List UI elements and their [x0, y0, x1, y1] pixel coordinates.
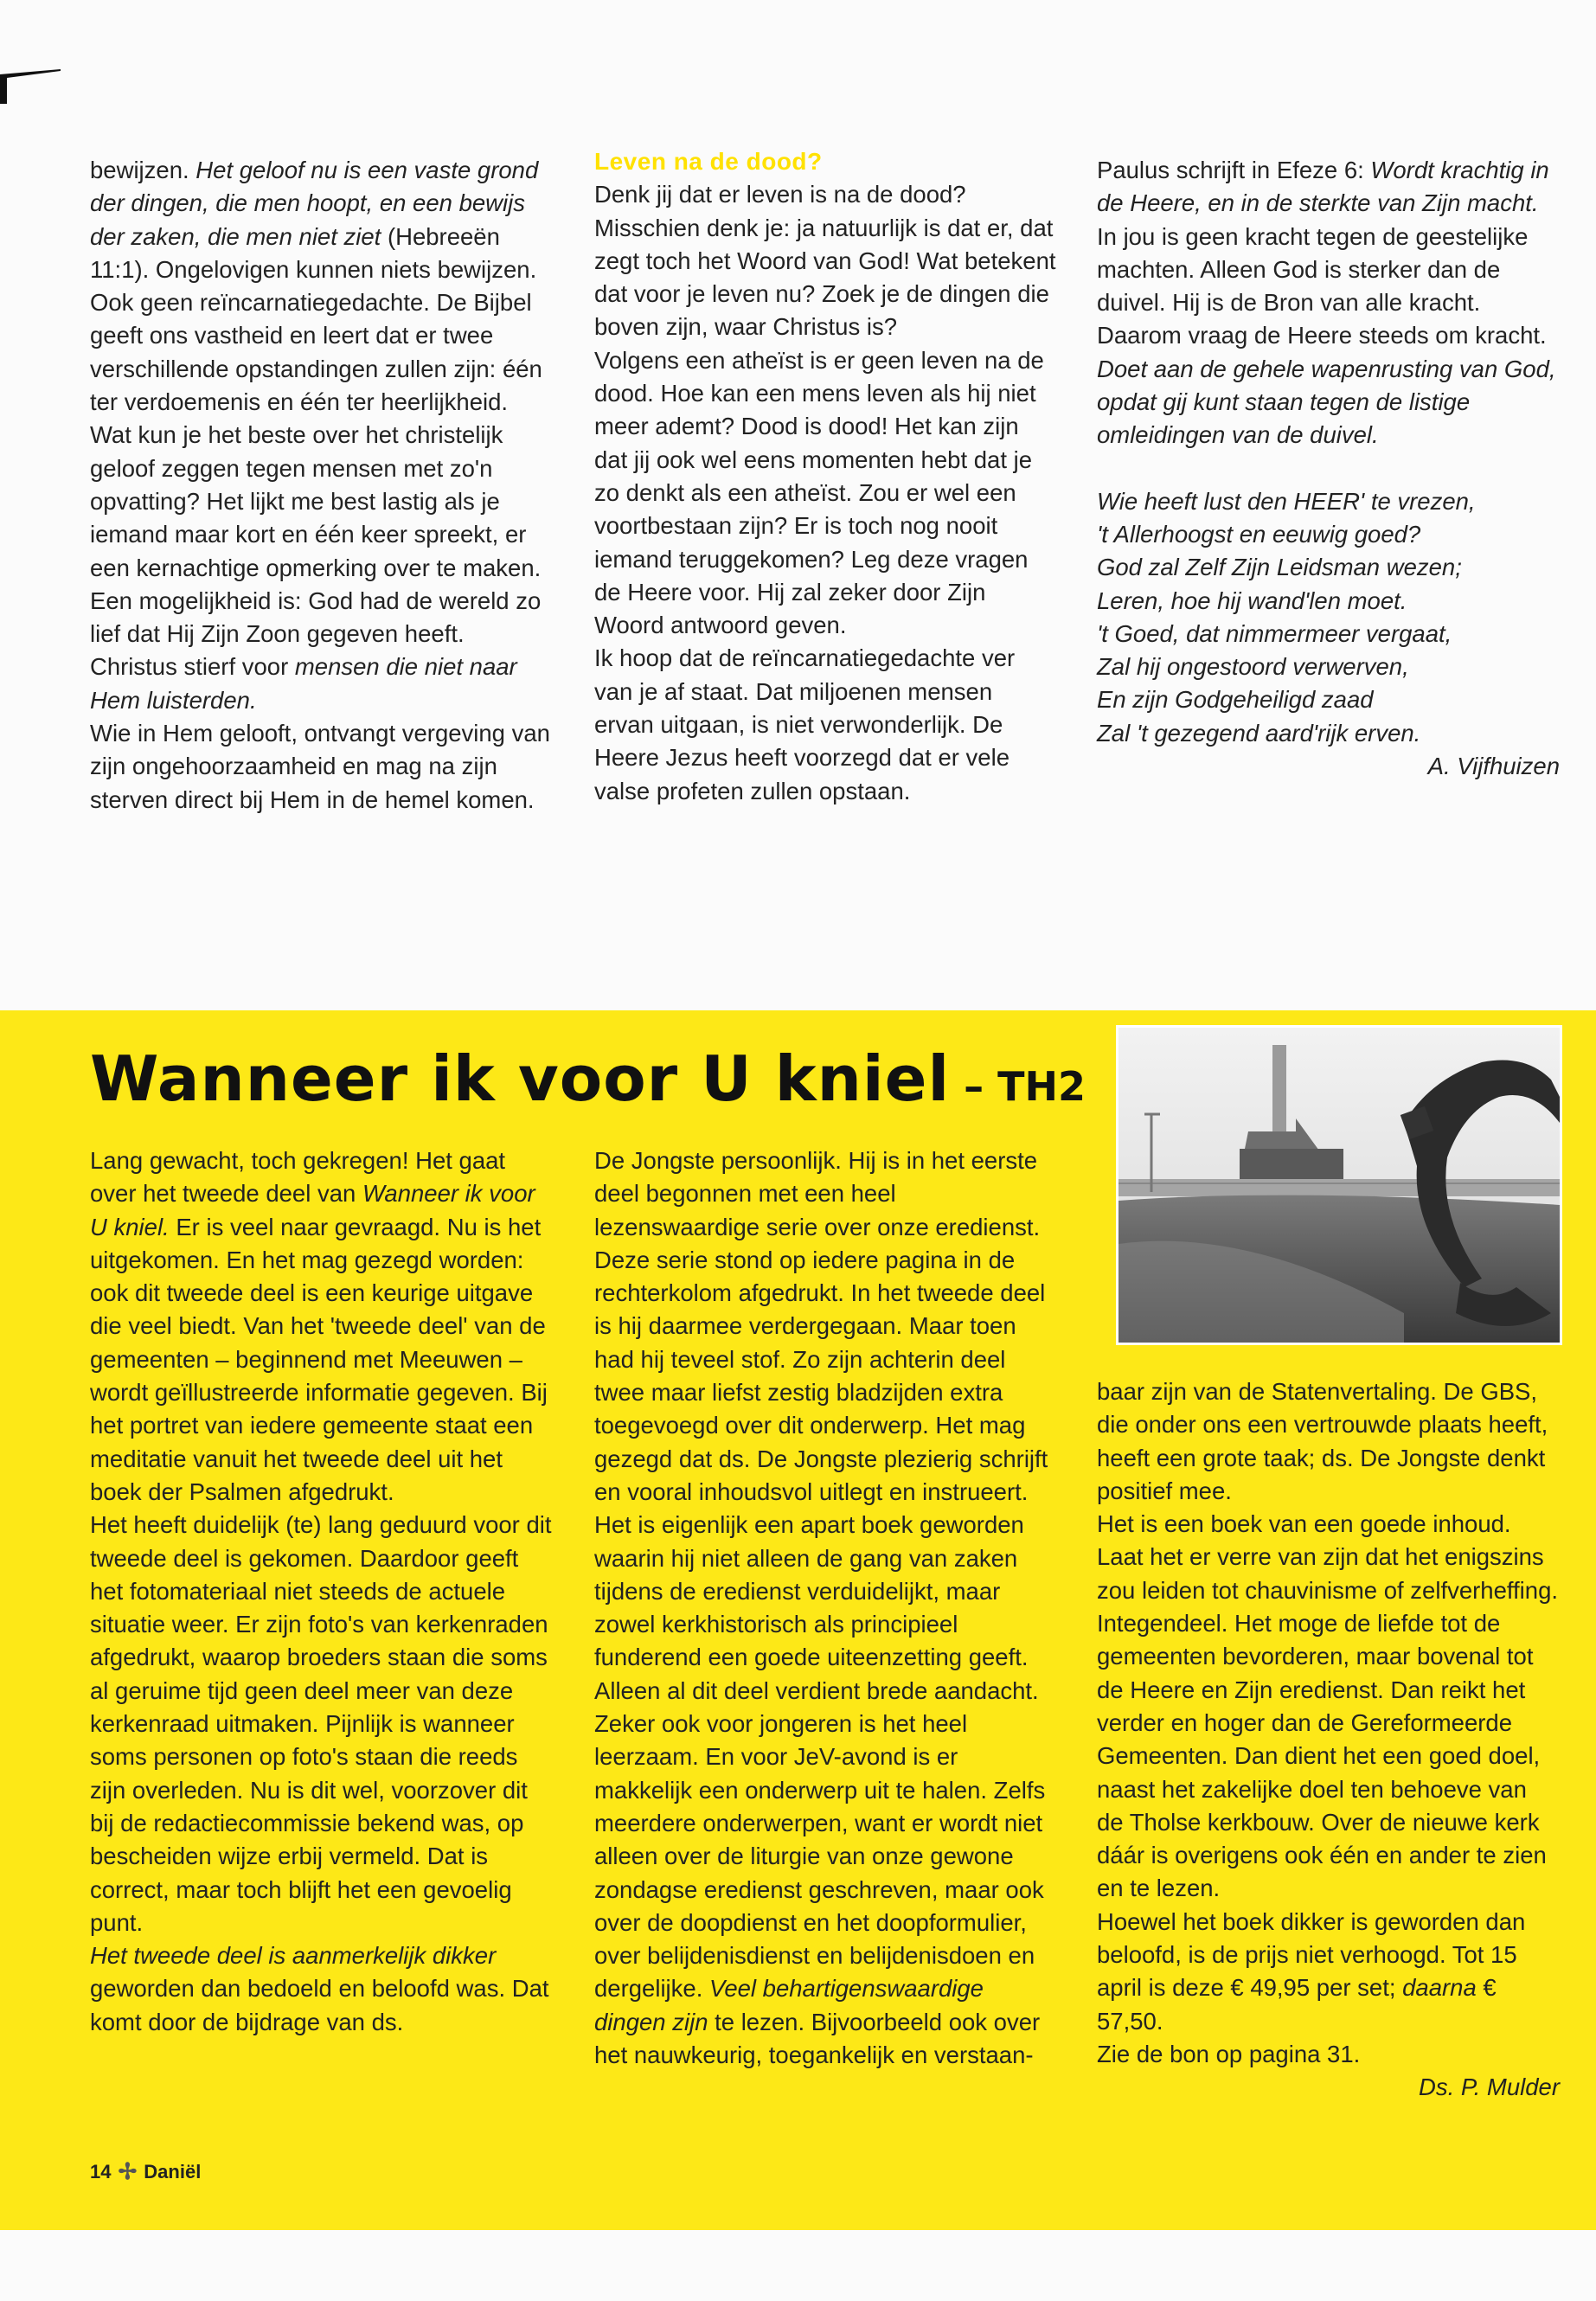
poem-line: God zal Zelf Zijn Leidsman wezen; — [1097, 554, 1462, 581]
article-column-3 — [1097, 1375, 1560, 2105]
top-column-3 — [1097, 154, 1560, 783]
paragraph: Zie de bon op pagina 31. — [1097, 2040, 1361, 2067]
poem-line: Wie heeft lust den HEER' te vrezen, — [1097, 487, 1476, 515]
paragraph: Hoewel het boek dikker is geworden dan beloofd, is de prijs niet verhoogd. Tot 15 april is deze € 49,95 per set; daarna € 57,50. — [1097, 1907, 1526, 2035]
paragraph: Volgens een atheïst is er geen leven na de dood. Hoe kan een mens leven als hij niet meer ademt? Dood is dood! Het kan zijn dat jij ook wel eens momenten hebt dat je zo denkt als een atheïst. Zou er wel een voortbestaan zijn? Er is toch nog nooit iemand teruggekomen? Leg deze vragen de Heere voor. Hij zal zeker door Zijn Woord antwoord geven. — [594, 346, 1044, 639]
book-title: Wanneer ik voor U kniel. — [90, 1180, 535, 1240]
page-number: 14 — [90, 2160, 112, 2182]
paragraph: Ik hoop dat de reïncarnatiegedachte ver van je af staat. Dat miljoenen mensen ervan uitgaan, is niet verwonderlijk. De Heere Jezus heeft voorzegd dat er vele valse profeten zullen opstaan. — [594, 644, 1016, 804]
bible-quote: Het geloof nu is een vaste grond der dingen, die men hoopt, en een bewijs der zaken, die men niet ziet — [90, 157, 539, 250]
paragraph: Het tweede deel is aanmerkelijk dikker geworden dan bedoeld en beloofd was. Dat komt door de bijdrage van ds. — [90, 1942, 549, 2035]
anchor-photo — [1116, 1025, 1562, 1345]
paragraph: bewijzen. Het geloof nu is een vaste grond der dingen, die men hoopt, en een bewijs der zaken, die men niet ziet (Hebreeën 11:1). Ongelovigen kunnen niets bewijzen. Ook geen reïncarnatiegedachte. De Bijbel geeft ons vastheid en leert dat er twee verschillende opstandingen zullen zijn: één ter verdoemenis en één ter heerlijkheid. — [90, 157, 542, 416]
poem-line: Zal 't gezegend aard'rijk erven. — [1097, 719, 1421, 747]
page-corner-mark — [0, 69, 61, 104]
paragraph: Lang gewacht, toch gekregen! Het gaat over het tweede deel van Wanneer ik voor U kniel. Er is veel naar gevraagd. Nu is het uitgekomen. En het mag gezegd worden: ook dit tweede deel is een keurige uitgave die veel biedt. Van het 'tweede deel' van de gemeenten – beginnend met Meeuwen – wordt geïllustreerde informatie gegeven. Bij het portret van iedere gemeente staat een meditatie vanuit het tweede deel uit het boek der Psalmen afgedrukt. — [90, 1147, 548, 1505]
paragraph: Paulus schrijft in Efeze 6: Wordt krachtig in de Heere, en in de sterkte van Zijn macht. In jou is geen kracht tegen de geestelijke machten. Alleen God is sterker dan de duivel. Hij is de Bron van alle kracht. Daarom vraag de Heere steeds om kracht. Doet aan de gehele wapenrusting van God, opdat gij kunt staan tegen de listige omleidingen van de duivel. — [1097, 157, 1556, 449]
article-title: Wanneer ik voor U kniel – TH2 — [90, 1042, 1086, 1115]
author-byline: Ds. P. Mulder — [1418, 2073, 1560, 2101]
section-heading: Leven na de dood? — [594, 148, 823, 175]
poem-line: 't Goed, dat nimmermeer vergaat, — [1097, 619, 1452, 647]
poem-line: Zal hij ongestoord verwerven, — [1097, 653, 1409, 681]
author-byline: A. Vijfhuizen — [1427, 753, 1560, 780]
paragraph: De Jongste persoonlijk. Hij is in het eerste deel begonnen met een heel lezenswaardige serie over onze eredienst. Deze serie stond op iedere pagina in de rechterkolom afgedrukt. In het tweede deel is hij daarmee verdergegaan. Maar toen had hij teveel stof. Zo zijn achterin deel twee maar liefst zestig bladzijden extra toegevoegd over dit onderwerp. Het mag gezegd dat ds. De Jongste plezierig schrijft en vooral inhoudsvol uitlegt en instrueert. Het is eigenlijk een apart boek geworden waarin hij niet alleen de gang van zaken tijdens de eredienst verduidelijkt, maar zowel kerkhistorisch als principieel funderend een goede uiteenzetting geeft. Alleen al dit deel verdient brede aandacht. Zeker ook voor jongeren is het heel leerzaam. En voor JeV-avond is er makkelijk een onderwerp uit te halen. Zelfs meerdere onderwerpen, want er wordt niet alleen over de liturgie van onze gewone zondagse eredienst geschreven, maar ook over de doopdienst en het doopformulier, over belijdenisdienst en belijdenisdoen en dergelijke. Veel behartigenswaardige dingen zijn te lezen. Bijvoorbeeld ook over het nauwkeurig, toegankelijk en verstaan- — [594, 1147, 1048, 2069]
poem-line: En zijn Godgeheiligd zaad — [1097, 686, 1374, 714]
top-column-2 — [594, 145, 1057, 808]
article-column-1 — [90, 1144, 553, 2039]
paragraph: Wie in Hem gelooft, ontvangt vergeving van zijn ongehoorzaamheid en mag na zijn sterven direct bij Hem in de hemel komen. — [90, 720, 550, 813]
article-column-2 — [594, 1144, 1057, 2072]
title-suffix: – TH2 — [950, 1063, 1086, 1110]
cross-icon: ✢ — [118, 2158, 138, 2184]
poem — [1097, 485, 1560, 750]
paragraph: Het is een boek van een goede inhoud. Laat het er verre van zijn dat het enigszins zou leiden tot chauvinisme of zelfverheffing. Integendeel. Het moge de liefde tot de gemeenten bevorderen, maar bovenal tot de Heere en Zijn eredienst. Dan reikt het verder en hoger dan de Gereformeerde Gemeenten. Dan dient het een goed doel, naast het zakelijke doel ten behoeve van de Tholse kerkbouw. Over de nieuwe kerk dáár is overigens ook één en ander te zien en te lezen. — [1097, 1510, 1559, 1902]
paragraph: Wat kun je het beste over het christelijk geloof zeggen tegen mensen met zo'n opvatting? Het lijkt me best lastig als je iemand maar kort en één keer spreekt, er een kernachtige opmerking over te maken. Een mogelijkheid is: God had de wereld zo lief dat Hij Zijn Zoon gegeven heeft. Christus stierf voor mensen die niet naar Hem luisterden. — [90, 421, 542, 714]
top-column-1 — [90, 154, 553, 817]
magazine-name: Daniël — [144, 2160, 202, 2182]
paragraph: Denk jij dat er leven is na de dood? Misschien denk je: ja natuurlijk is dat er, dat zegt toch het Woord van God! Wat betekent dat voor je leven nu? Zoek je de dingen die boven zijn, waar Christus is? — [594, 181, 1056, 341]
poem-line: 't Allerhoogst en eeuwig goed? — [1097, 520, 1421, 548]
page-footer — [90, 2158, 201, 2185]
poem-line: Leren, hoe hij wand'len moet. — [1097, 586, 1407, 614]
paragraph: Het heeft duidelijk (te) lang geduurd voor dit tweede deel is gekomen. Daardoor geeft het fotomateriaal niet steeds de actuele situatie weer. Er zijn foto's van kerkenraden afgedrukt, waarop broeders staan die soms al geruime tijd geen deel meer van deze kerkenraad uitmaken. Pijnlijk is wanneer soms personen op foto's staan die reeds zijn overleden. Nu is dit wel, voorzover dit bij de redactiecommissie bekend was, op bescheiden wijze erbij vermeld. Dat is correct, maar toch blijft het een gevoelig punt. — [90, 1511, 552, 1936]
paragraph: baar zijn van de Statenvertaling. De GBS, die onder ons een vertrouwde plaats heeft, heeft een grote taak; ds. De Jongste denkt positief mee. — [1097, 1378, 1548, 1504]
